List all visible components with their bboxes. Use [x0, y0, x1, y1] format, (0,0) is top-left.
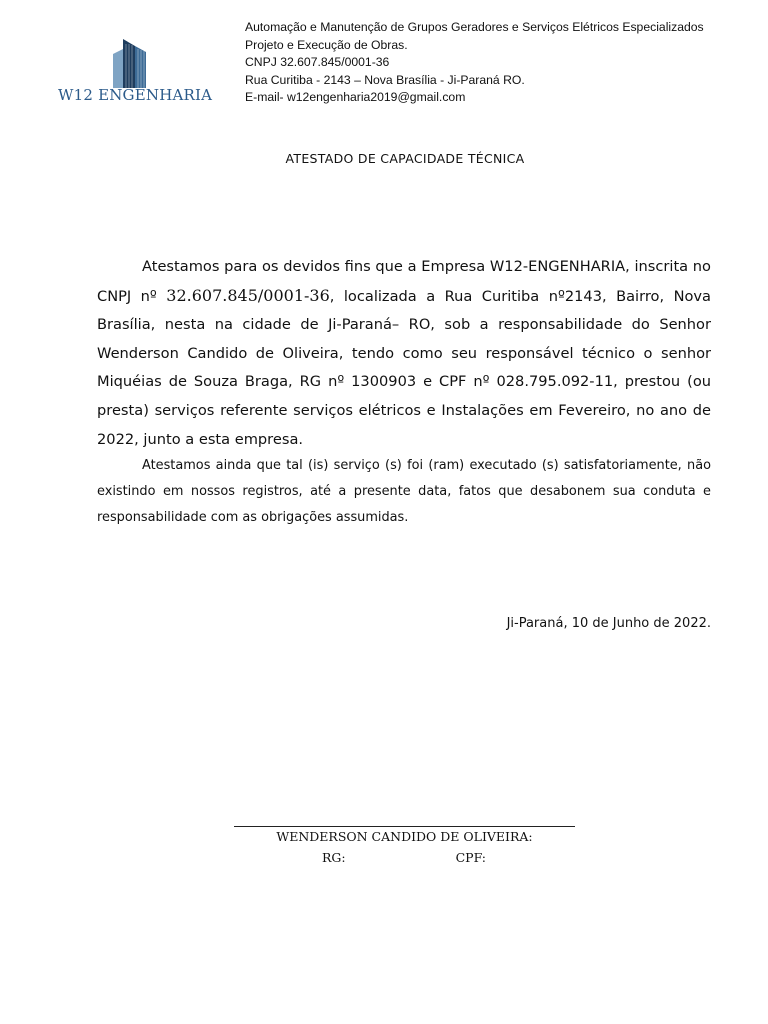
document-title: ATESTADO DE CAPACIDADE TÉCNICA	[285, 151, 525, 166]
header-line-cnpj: CNPJ 32.607.845/0001-36	[245, 55, 390, 69]
logo-wordmark: W12 ENGENHARIA	[58, 86, 213, 104]
document-date: Ji-Paraná, 10 de Junho de 2022.	[506, 616, 711, 631]
signer-ids	[322, 850, 486, 865]
signer-name: WENDERSON CANDIDO DE OLIVEIRA:	[276, 829, 533, 844]
building-icon	[56, 36, 206, 88]
paragraph-attestation	[97, 253, 711, 454]
company-header	[245, 19, 704, 107]
document-body	[97, 253, 711, 531]
paragraph-text-start: Atestamos para os devidos fins que a Empresa W12-ENGENHARIA, inscrita no CNPJ nº	[97, 258, 711, 305]
header-line-services: Automação e Manutenção de Grupos Geradores e Serviços Elétricos Especializados	[245, 20, 704, 34]
signer-cpf-label: CPF:	[455, 850, 487, 865]
header-line-email: E-mail- w12engenharia2019@gmail.com	[245, 90, 466, 104]
signer-rg-label: RG:	[322, 850, 346, 865]
header-line-address: Rua Curitiba - 2143 – Nova Brasília - Ji-Paraná RO.	[245, 72, 525, 87]
cnpj-number: 32.607.845/0001-36	[166, 285, 330, 305]
paragraph-satisfaction: Atestamos ainda que tal (is) serviço (s) foi (ram) executado (s) satisfatoriamente, não existindo em nossos registros, até a presente data, fatos que desabonem sua conduta e responsabilidade com as obrigações assumidas.	[97, 458, 711, 525]
signature-line	[234, 826, 575, 827]
header-line-projects: Projeto e Execução de Obras.	[245, 37, 408, 52]
paragraph-text-end: , localizada a Rua Curitiba nº2143, Bairro, Nova Brasília, nesta na cidade de Ji-Paraná– RO, sob a responsabilidade do Senhor Wenderson Candido de Oliveira, tendo como seu responsável técnico o senhor Miquéias de Souza Braga, RG nº 1300903 e CPF nº 028.795.092-11, prestou (ou presta) serviços referente serviços elétricos e Instalações em Fevereiro, no ano de 2022, junto a esta empresa.	[97, 287, 711, 448]
